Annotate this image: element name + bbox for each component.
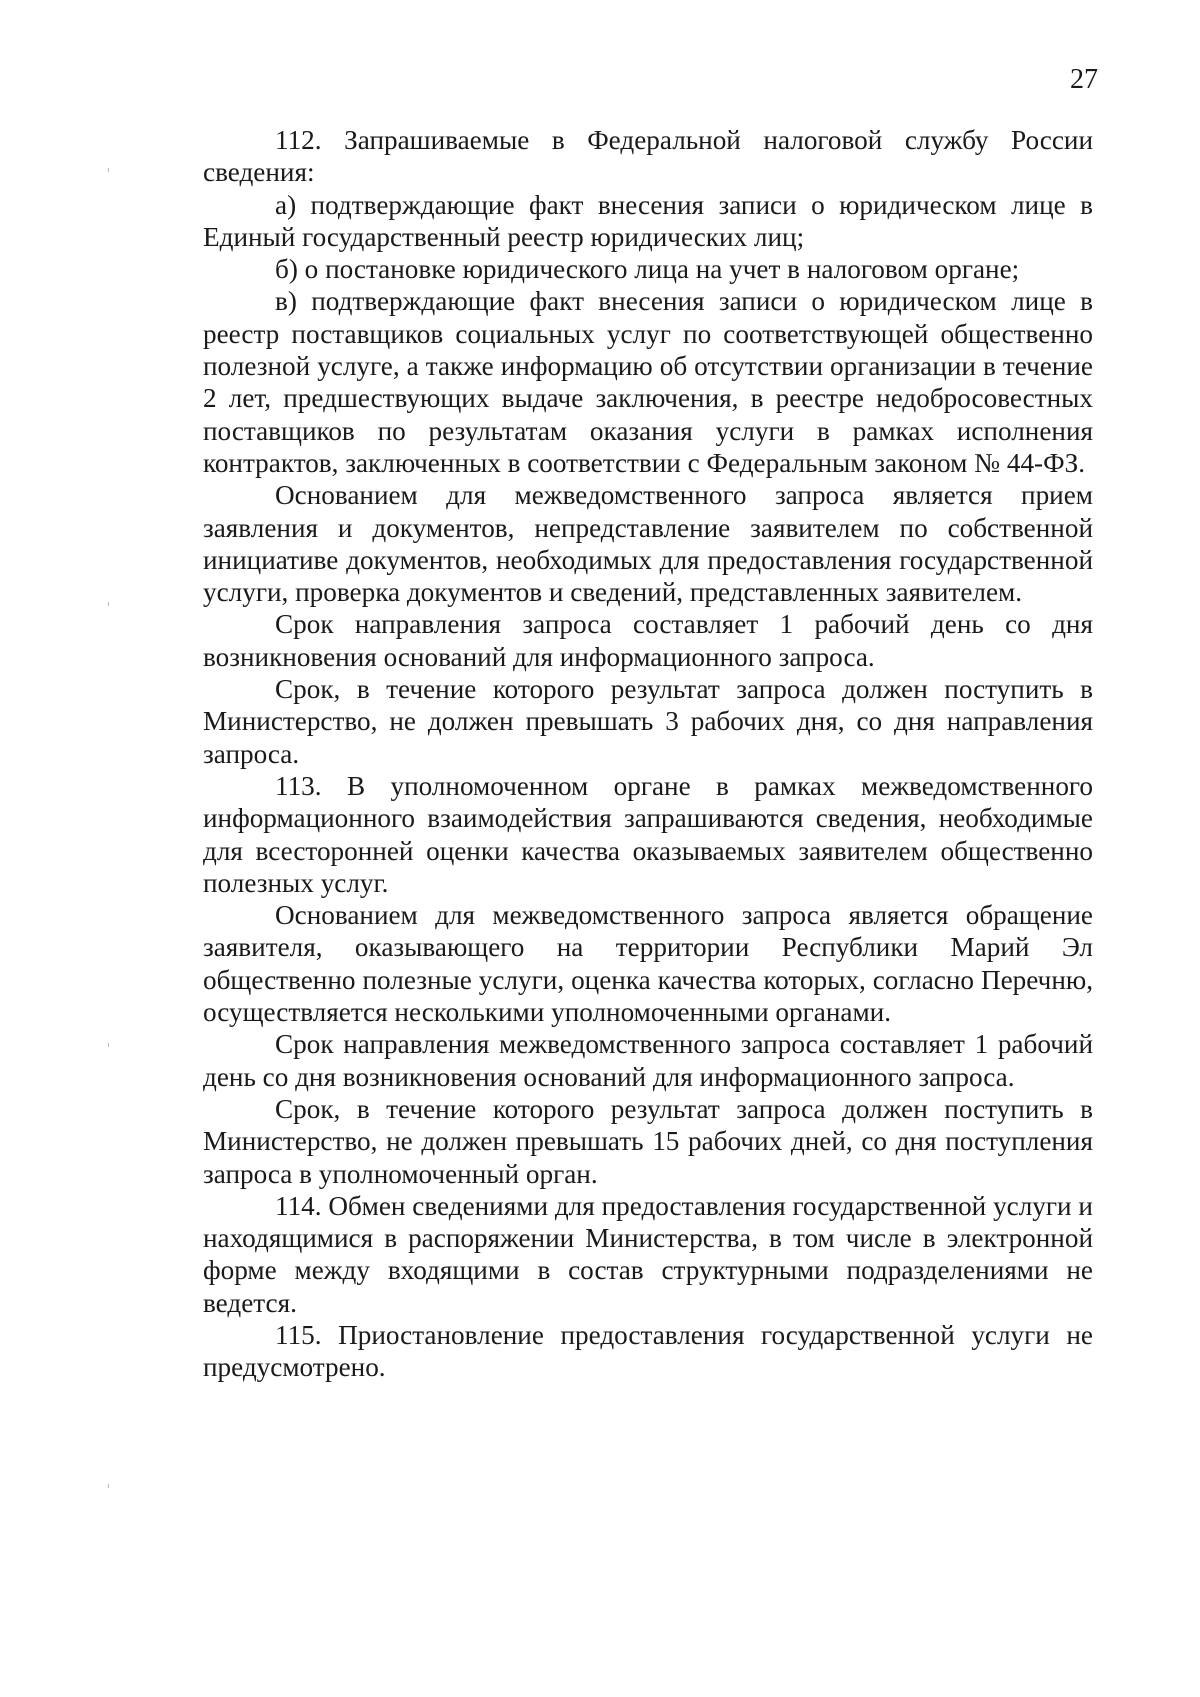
page-number: 27: [1070, 64, 1098, 95]
paragraph-115: 115. Приостановление предоставления государственной услуги не предусмотрено.: [203, 1319, 1093, 1383]
paragraph-basis-1: Основанием для межведомственного запроса является прием заявления и документов, непредставление заявителем по собственной инициативе документов, необходимых для предоставления государственной услуги, проверка документов и сведений, представленных заявителем.: [203, 480, 1093, 608]
document-body: [203, 124, 1093, 1384]
paragraph-term-1: Срок направления запроса составляет 1 рабочий день со дня возникновения оснований для информационного запроса.: [203, 609, 1093, 672]
scan-mark: [108, 168, 109, 172]
list-item-a: а) подтверждающие факт внесения записи о юридическом лице в Единый государственный реестр юридических лиц;: [203, 189, 1093, 252]
paragraph-term-4: Срок, в течение которого результат запроса должен поступить в Министерство, не должен превышать 15 рабочих дней, со дня поступления запроса в уполномоченный орган.: [203, 1093, 1093, 1189]
scan-mark: [108, 1043, 109, 1047]
paragraph-term-2: Срок, в течение которого результат запроса должен поступить в Министерство, не должен превышать 3 рабочих дня, со дня направления запроса.: [203, 674, 1093, 769]
paragraph-114: 114. Обмен сведениями для предоставления государственной услуги и находящимися в распоряжении Министерства, в том числе в электронной форме между входящими в состав структурными подразделениями не ведется.: [203, 1190, 1093, 1318]
scan-mark: [108, 602, 109, 606]
list-item-v: в) подтверждающие факт внесения записи о юридическом лице в реестр поставщиков социальных услуг по соответствующей общественно полезной услуге, а также информацию об отсутствии организации в течение 2 лет, предшествующих выдаче заключения, в реестре недобросовестных поставщиков по результатам оказания услуги в рамках исполнения контрактов, заключенных в соответствии с Федеральным законом № 44-ФЗ.: [203, 286, 1093, 478]
list-item-b: б) о постановке юридического лица на учет в налоговом органе;: [275, 254, 1020, 285]
paragraph-basis-2: Основанием для межведомственного запроса является обращение заявителя, оказывающего на территории Республики Марий Эл общественно полезные услуги, оценка качества которых, согласно Перечню, осуществляется несколькими уполномоченными органами.: [203, 900, 1093, 1028]
paragraph-113: 113. В уполномоченном органе в рамках межведомственного информационного взаимодействия запрашиваются сведения, необходимые для всесторонней оценки качества оказываемых заявителем общественно полезных услуг.: [203, 770, 1093, 898]
paragraph-112: 112. Запрашиваемые в Федеральной налоговой службу России сведения:: [203, 125, 1093, 188]
scan-mark: [108, 1484, 109, 1488]
paragraph-term-3: Срок направления межведомственного запроса составляет 1 рабочий день со дня возникновения оснований для информационного запроса.: [203, 1029, 1093, 1092]
